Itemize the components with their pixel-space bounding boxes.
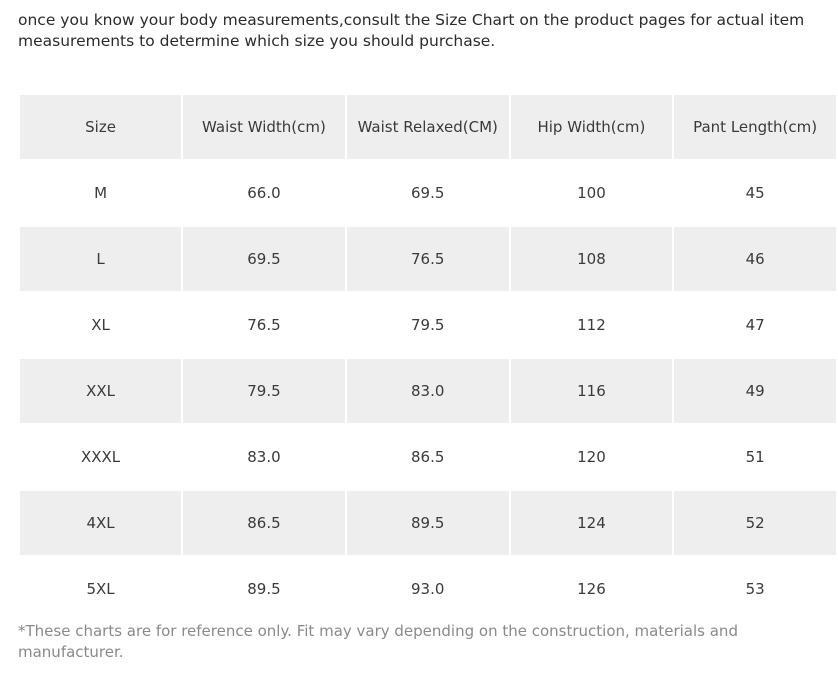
header-waist-relaxed: Waist Relaxed(CM): [347, 95, 509, 159]
cell-size: M: [20, 161, 181, 225]
cell-waist-width: 89.5: [183, 557, 345, 621]
cell-waist-width: 76.5: [183, 293, 345, 357]
cell-hip-width: 120: [511, 425, 673, 489]
table-row: [20, 359, 836, 423]
cell-waist-relaxed: 69.5: [347, 161, 509, 225]
table-row: [20, 425, 836, 489]
cell-hip-width: 126: [511, 557, 673, 621]
cell-waist-width: 66.0: [183, 161, 345, 225]
cell-pant-length: 47: [674, 293, 836, 357]
cell-hip-width: 124: [511, 491, 673, 555]
cell-waist-relaxed: 79.5: [347, 293, 509, 357]
cell-waist-width: 79.5: [183, 359, 345, 423]
cell-pant-length: 51: [674, 425, 836, 489]
cell-pant-length: 49: [674, 359, 836, 423]
cell-waist-width: 86.5: [183, 491, 345, 555]
cell-waist-relaxed: 76.5: [347, 227, 509, 291]
size-chart-table: [18, 93, 838, 623]
cell-hip-width: 108: [511, 227, 673, 291]
table-header-row: [20, 95, 836, 159]
cell-size: 5XL: [20, 557, 181, 621]
footnote-text: *These charts are for reference only. Fit may vary depending on the construction, materials and manufacturer.: [18, 622, 738, 661]
header-waist-width: Waist Width(cm): [183, 95, 345, 159]
cell-hip-width: 100: [511, 161, 673, 225]
cell-waist-relaxed: 93.0: [347, 557, 509, 621]
cell-pant-length: 46: [674, 227, 836, 291]
header-hip-width: Hip Width(cm): [511, 95, 673, 159]
cell-pant-length: 53: [674, 557, 836, 621]
table-row: [20, 227, 836, 291]
cell-size: XXL: [20, 359, 181, 423]
cell-hip-width: 112: [511, 293, 673, 357]
header-pant-length: Pant Length(cm): [674, 95, 836, 159]
cell-waist-relaxed: 89.5: [347, 491, 509, 555]
cell-waist-relaxed: 86.5: [347, 425, 509, 489]
table-row: [20, 293, 836, 357]
cell-hip-width: 116: [511, 359, 673, 423]
cell-size: XXXL: [20, 425, 181, 489]
header-size: Size: [20, 95, 181, 159]
cell-size: L: [20, 227, 181, 291]
table-row: [20, 161, 836, 225]
cell-waist-width: 69.5: [183, 227, 345, 291]
intro-text: once you know your body measurements,consult the Size Chart on the product pages for actual item measurements to determine which size you should purchase.: [18, 11, 805, 50]
cell-size: 4XL: [20, 491, 181, 555]
table-row: [20, 557, 836, 621]
cell-pant-length: 52: [674, 491, 836, 555]
cell-waist-width: 83.0: [183, 425, 345, 489]
table-row: [20, 491, 836, 555]
cell-waist-relaxed: 83.0: [347, 359, 509, 423]
cell-pant-length: 45: [674, 161, 836, 225]
cell-size: XL: [20, 293, 181, 357]
